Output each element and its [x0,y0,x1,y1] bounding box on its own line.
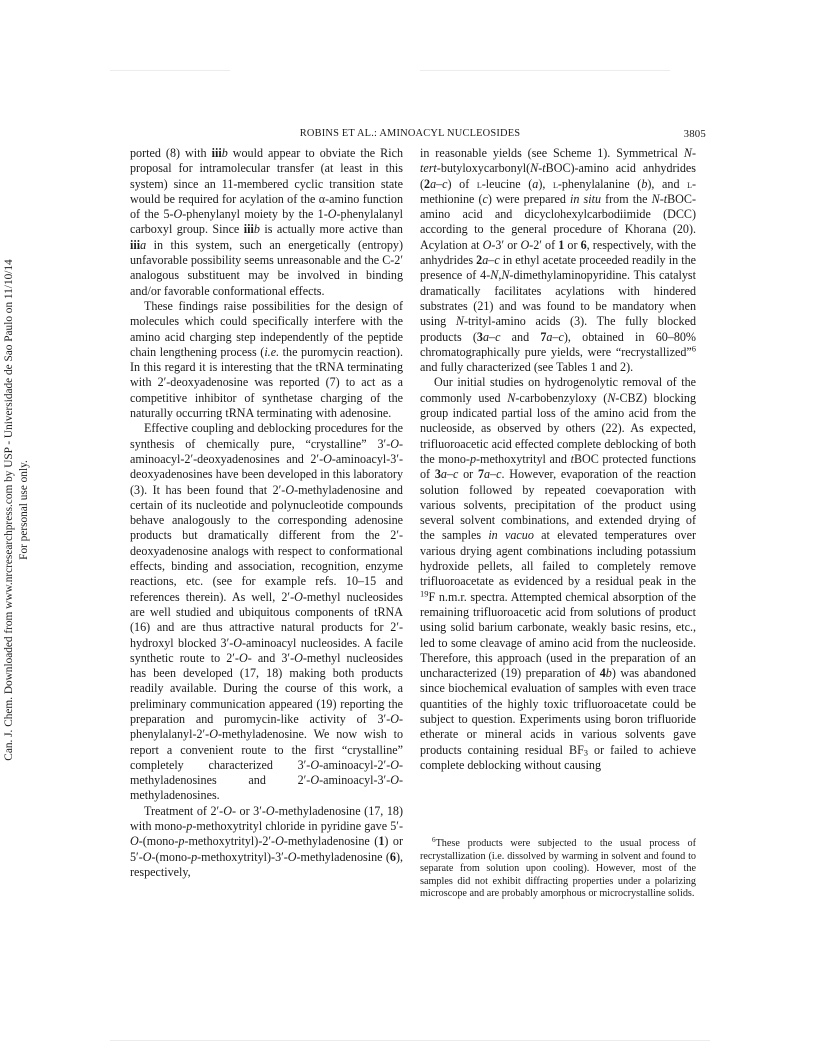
paragraph: in reasonable yields (see Scheme 1). Symmetrical N-tert-butyloxycarbonyl(N-tBOC)-amino acid anhydrides (2a–c) of l-leucine (a), l-phenylalanine (b), and l-methionine (c) were prepared in situ from the N-tBOC-amino acid and dicyclohexylcarbodiimide (DCC) according to the general procedure of Khorana (20). Acylation at O-3′ or O-2′ of 1 or 6, respectively, with the anhydrides 2a–c in ethyl acetate proceeded readily in the presence of 4-N,N-dimethylaminopyridine. This catalyst dramatically facilitates acylations with hindered substrates (21) and was found to be mandatory when using N-trityl-amino acids (3). The fully blocked products (3a–c and 7a–c), obtained in 60–80% chromatographically pure yields, were “recrystallized”$^6$ and fully characterized (see Tables 1 and 2). [420,146,697,375]
watermark-line-1: Can. J. Chem. Downloaded from www.nrcresearchpress.com by USP - Universidade de Sao Paulo on 11/10/14 [3,259,15,761]
footnote [420,838,696,901]
download-watermark [2,230,46,790]
paragraph: These findings raise possibilities for the design of molecules which could specifically interfere with the amino acid charging step independently of the peptide chain lengthening process (i.e. the puromycin reaction). In this regard it is interesting that the tRNA terminating with 2′-deoxyadenosine was reported (7) to act as a competitive inhibitor of synthetase charging of the naturally occurring tRNA terminating with adenosine. [130,298,403,421]
scan-artifact-top-right [420,70,670,71]
running-title: ROBINS ET AL.: AMINOACYL NUCLEOSIDES [299,128,521,139]
paragraph: Our initial studies on hydrogenolytic removal of the commonly used N-carbobenzyloxy (N-CBZ) blocking group indicated partial loss of the amino acid from the nucleoside, as observed by others (22). As expected, trifluoroacetic acid effected complete deblocking of both the mono-p-methoxytrityl and tBOC protected functions of 3a–c or 7a–c. However, evaporation of the reaction solution followed by repeated coevaporation with various solvents, precipitation of the product using several solvent combinations, and extended drying of the samples in vacuo at elevated temperatures over various drying agent combinations including potassium hydroxide pellets, all failed to completely remove trifluoroacetate as evidenced by a residual peak in the $^{19}$F n.m.r. spectra. Attempted chemical absorption of the remaining trifluoroacetic acid from solutions of product using solid barium carbonate, weakly basic resins, etc., led to some cleavage of amino acid from the nucleoside. Therefore, this approach (used in the preparation of an uncharacterized (19) preparation of 4b) was abandoned since biochemical evaluation of samples with even trace quantities of the highly toxic trifluoroacetate could be subject to question. Experiments using boron trifluoride etherate or mineral acids in various solvents gave products containing residual $BF_3$ or failed to achieve complete deblocking without causing [420,375,697,772]
paragraph: ported (8) with iiib would appear to obviate the Rich proposal for intramolecular transfer (at least in this system) since an 11-membered cyclic transition state would be required for acylation of the α-amino function of the 5-O-phenylanyl moiety by the 1-O-phenylalanyl carboxyl group. Since iiib is actually more active than iiia in this system, such an energetically (entropy) unfavorable possibility seems unreasonable and the C-2′ analogous substituent may be involved in binding and/or favorable conformational effects. [130,146,403,298]
scan-artifact-top-left [110,70,230,71]
paragraph: Treatment of 2′-O- or 3′-O-methyladenosine (17, 18) with mono-p-methoxytrityl chloride in pyridine gave 5′-O-(mono-p-methoxytrityl)-2′-O-methyladenosine (1) or 5′-O-(mono-p-methoxytrityl)-3′-O-methyladenosine (6), respectively, [130,803,403,879]
running-header [114,128,706,144]
right-column [420,146,696,773]
page-number: 3805 [683,128,706,140]
watermark-line-2: For personal use only. [18,460,30,560]
paragraph: Effective coupling and deblocking procedures for the synthesis of chemically pure, “crystalline” 3′-O-aminoacyl-2′-deoxyadenosines and 2′-O-aminoacyl-3′-deoxyadenosines have been developed in this laboratory (3). It has been found that 2′-O-methyladenosine and certain of its nucleotide and polynucleotide compounds behave analogously to the corresponding adenosine products but dramatically different from the 2′-deoxyadenosine analogs with respect to conformational effects, binding and association, recognition, enzyme reactions, etc. (see for example refs. 10–15 and references therein). As well, 2′-O-methyl nucleosides are well studied and ubiquitous components of tRNA (16) and are thus attractive natural products for 2′-hydroxyl blocked 3′-O-aminoacyl nucleosides. A facile synthetic route to 2′-O- and 3′-O-methyl nucleosides has been developed (17, 18) making both products readily available. During the course of this work, a preliminary communication appeared (19) reporting the preparation and puromycin-like activity of 3′-O-phenylalanyl-2′-O-methyladenosine. We now wish to report a convenient route to the first “crystalline” completely characterized 3′-O-aminoacyl-2′-O-methyladenosines and 2′-O-aminoacyl-3′-O-methyladenosines. [130,421,404,803]
footnote-marker: 6 [432,836,436,845]
left-column [130,146,403,880]
scan-artifact-bottom [110,1040,710,1041]
footnote-text: These products were subjected to the usual process of recrystallization (i.e. dissolved by warming in solvent and found to separate from solution upon cooling). However, most of the samples did not exhibit diffracting properties under a polarizing microscope and are probably amorphous or microcrystalline solids. [420,838,696,900]
